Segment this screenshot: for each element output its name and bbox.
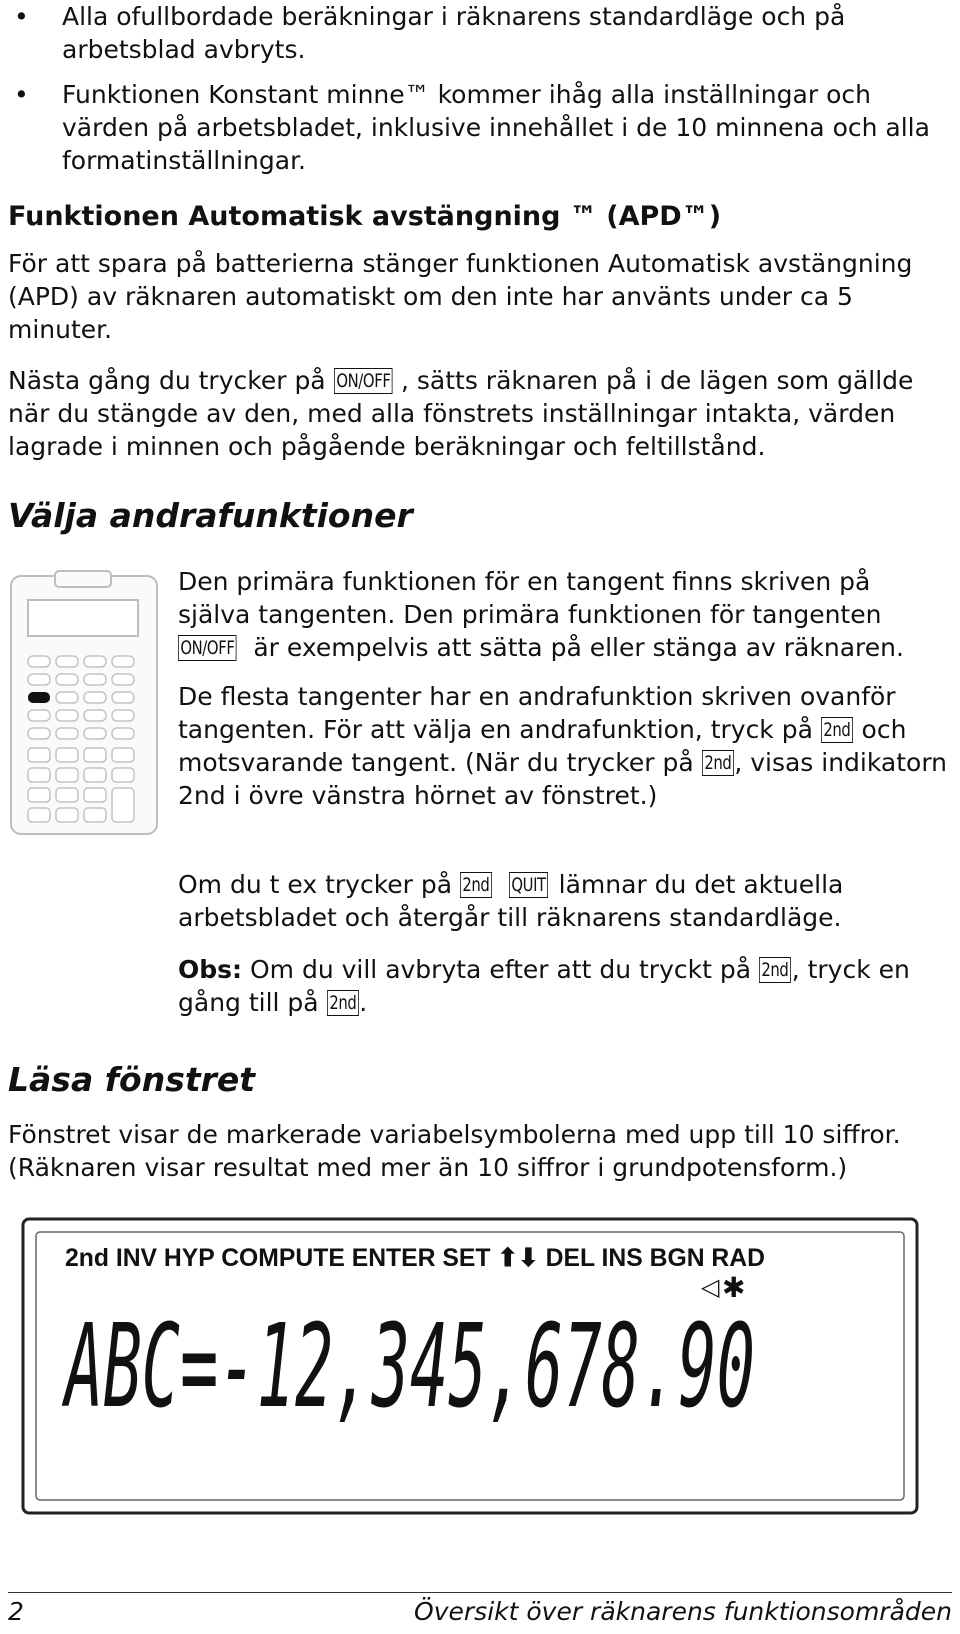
second-paragraph-2	[178, 680, 948, 812]
second-key: 2nd	[327, 990, 359, 1016]
second-key: 2nd	[460, 872, 492, 898]
arrow-left-icon: ◁	[701, 1273, 720, 1301]
calculator-illustration	[10, 570, 160, 838]
footer-section-title: Översikt över räknarens funktionsområden	[414, 1597, 952, 1626]
calculator-display	[20, 1216, 920, 1516]
display-heading: Läsa fönstret	[8, 1060, 256, 1099]
second-p4-text: Om du vill avbryta efter att du tryckt på	[242, 955, 752, 984]
second-key: 2nd	[759, 957, 791, 983]
apd-p2-after: , sätts räknaren på i de lägen som gällde när du stängde av den, med alla fönstrets inställningar intakta, värden lagrade i minnen och pågående beräkningar och feltillstånd.	[8, 366, 914, 461]
apd-paragraph-1: För att spara på batterierna stänger funktionen Automatisk avstängning (APD) av räknaren automatiskt om den inte har använts under ca 5 minuter.	[8, 249, 913, 344]
on-off-key: ON/OFF	[334, 368, 393, 394]
page-number: 2	[8, 1597, 24, 1626]
apd-heading: Funktionen Automatisk avstängning ™ (APD™)	[8, 201, 722, 232]
display-indicators: 2nd INV HYP COMPUTE ENTER SET ⬆⬇ DEL INS BGN RAD	[65, 1244, 765, 1272]
display-value: ABC=-12,345,678.90	[61, 1300, 755, 1434]
footer-divider	[8, 1592, 952, 1593]
bullet-text: Alla ofullbordade beräkningar i räknarens standardläge och på arbetsblad avbryts.	[62, 2, 846, 64]
second-p2-text: De flesta tangenter har en andrafunktion skriven ovanför tangenten. För att välja en andrafunktion, tryck på	[178, 682, 896, 744]
list-item	[8, 78, 948, 177]
second-key: 2nd	[702, 750, 734, 776]
second-p4-mid: , tryck en gång till på	[178, 955, 910, 1017]
bullet-text: Funktionen Konstant minne™ kommer ihåg alla inställningar och värden på arbetsbladet, inklusive innehållet i de 10 minnena och alla formatinställningar.	[62, 80, 930, 175]
second-p2-after: , visas indikatorn 2nd i övre vänstra hörnet av fönstret.)	[178, 748, 948, 810]
second-p2-mid: och motsvarande tangent. (När du trycker på	[178, 715, 907, 777]
apd-p2-before: Nästa gång du trycker på	[8, 366, 326, 395]
second-p1-after: är exempelvis att sätta på eller stänga av räknaren.	[245, 633, 904, 662]
second-paragraph-3	[178, 868, 948, 934]
note-label: Obs:	[178, 955, 243, 984]
second-paragraph-1	[178, 565, 948, 664]
list-item	[8, 0, 948, 66]
asterisk-icon: ✱	[722, 1271, 746, 1304]
quit-key: QUIT	[509, 872, 548, 898]
on-off-key: ON/OFF	[178, 635, 237, 661]
second-functions-heading: Välja andrafunktioner	[8, 496, 413, 535]
apd-paragraph-2	[8, 364, 953, 463]
second-key: 2nd	[821, 717, 853, 743]
second-p3-text: Om du t ex trycker på	[178, 870, 453, 899]
second-p1-text: Den primära funktionen för en tangent finns skriven på själva tangenten. Den primära funktionen för tangenten	[178, 567, 882, 629]
display-paragraph: Fönstret visar de markerade variabelsymbolerna med upp till 10 siffror. (Räknaren visar resultat med mer än 10 siffror i grundpotensform.)	[8, 1120, 901, 1182]
second-p3-after: lämnar du det aktuella arbetsbladet och återgår till räknarens standardläge.	[178, 870, 844, 932]
second-paragraph-4	[178, 953, 948, 1019]
bullet-list	[8, 0, 948, 189]
bullet-icon: •	[14, 80, 29, 109]
bullet-icon: •	[14, 2, 29, 31]
second-p4-end: .	[359, 988, 368, 1017]
